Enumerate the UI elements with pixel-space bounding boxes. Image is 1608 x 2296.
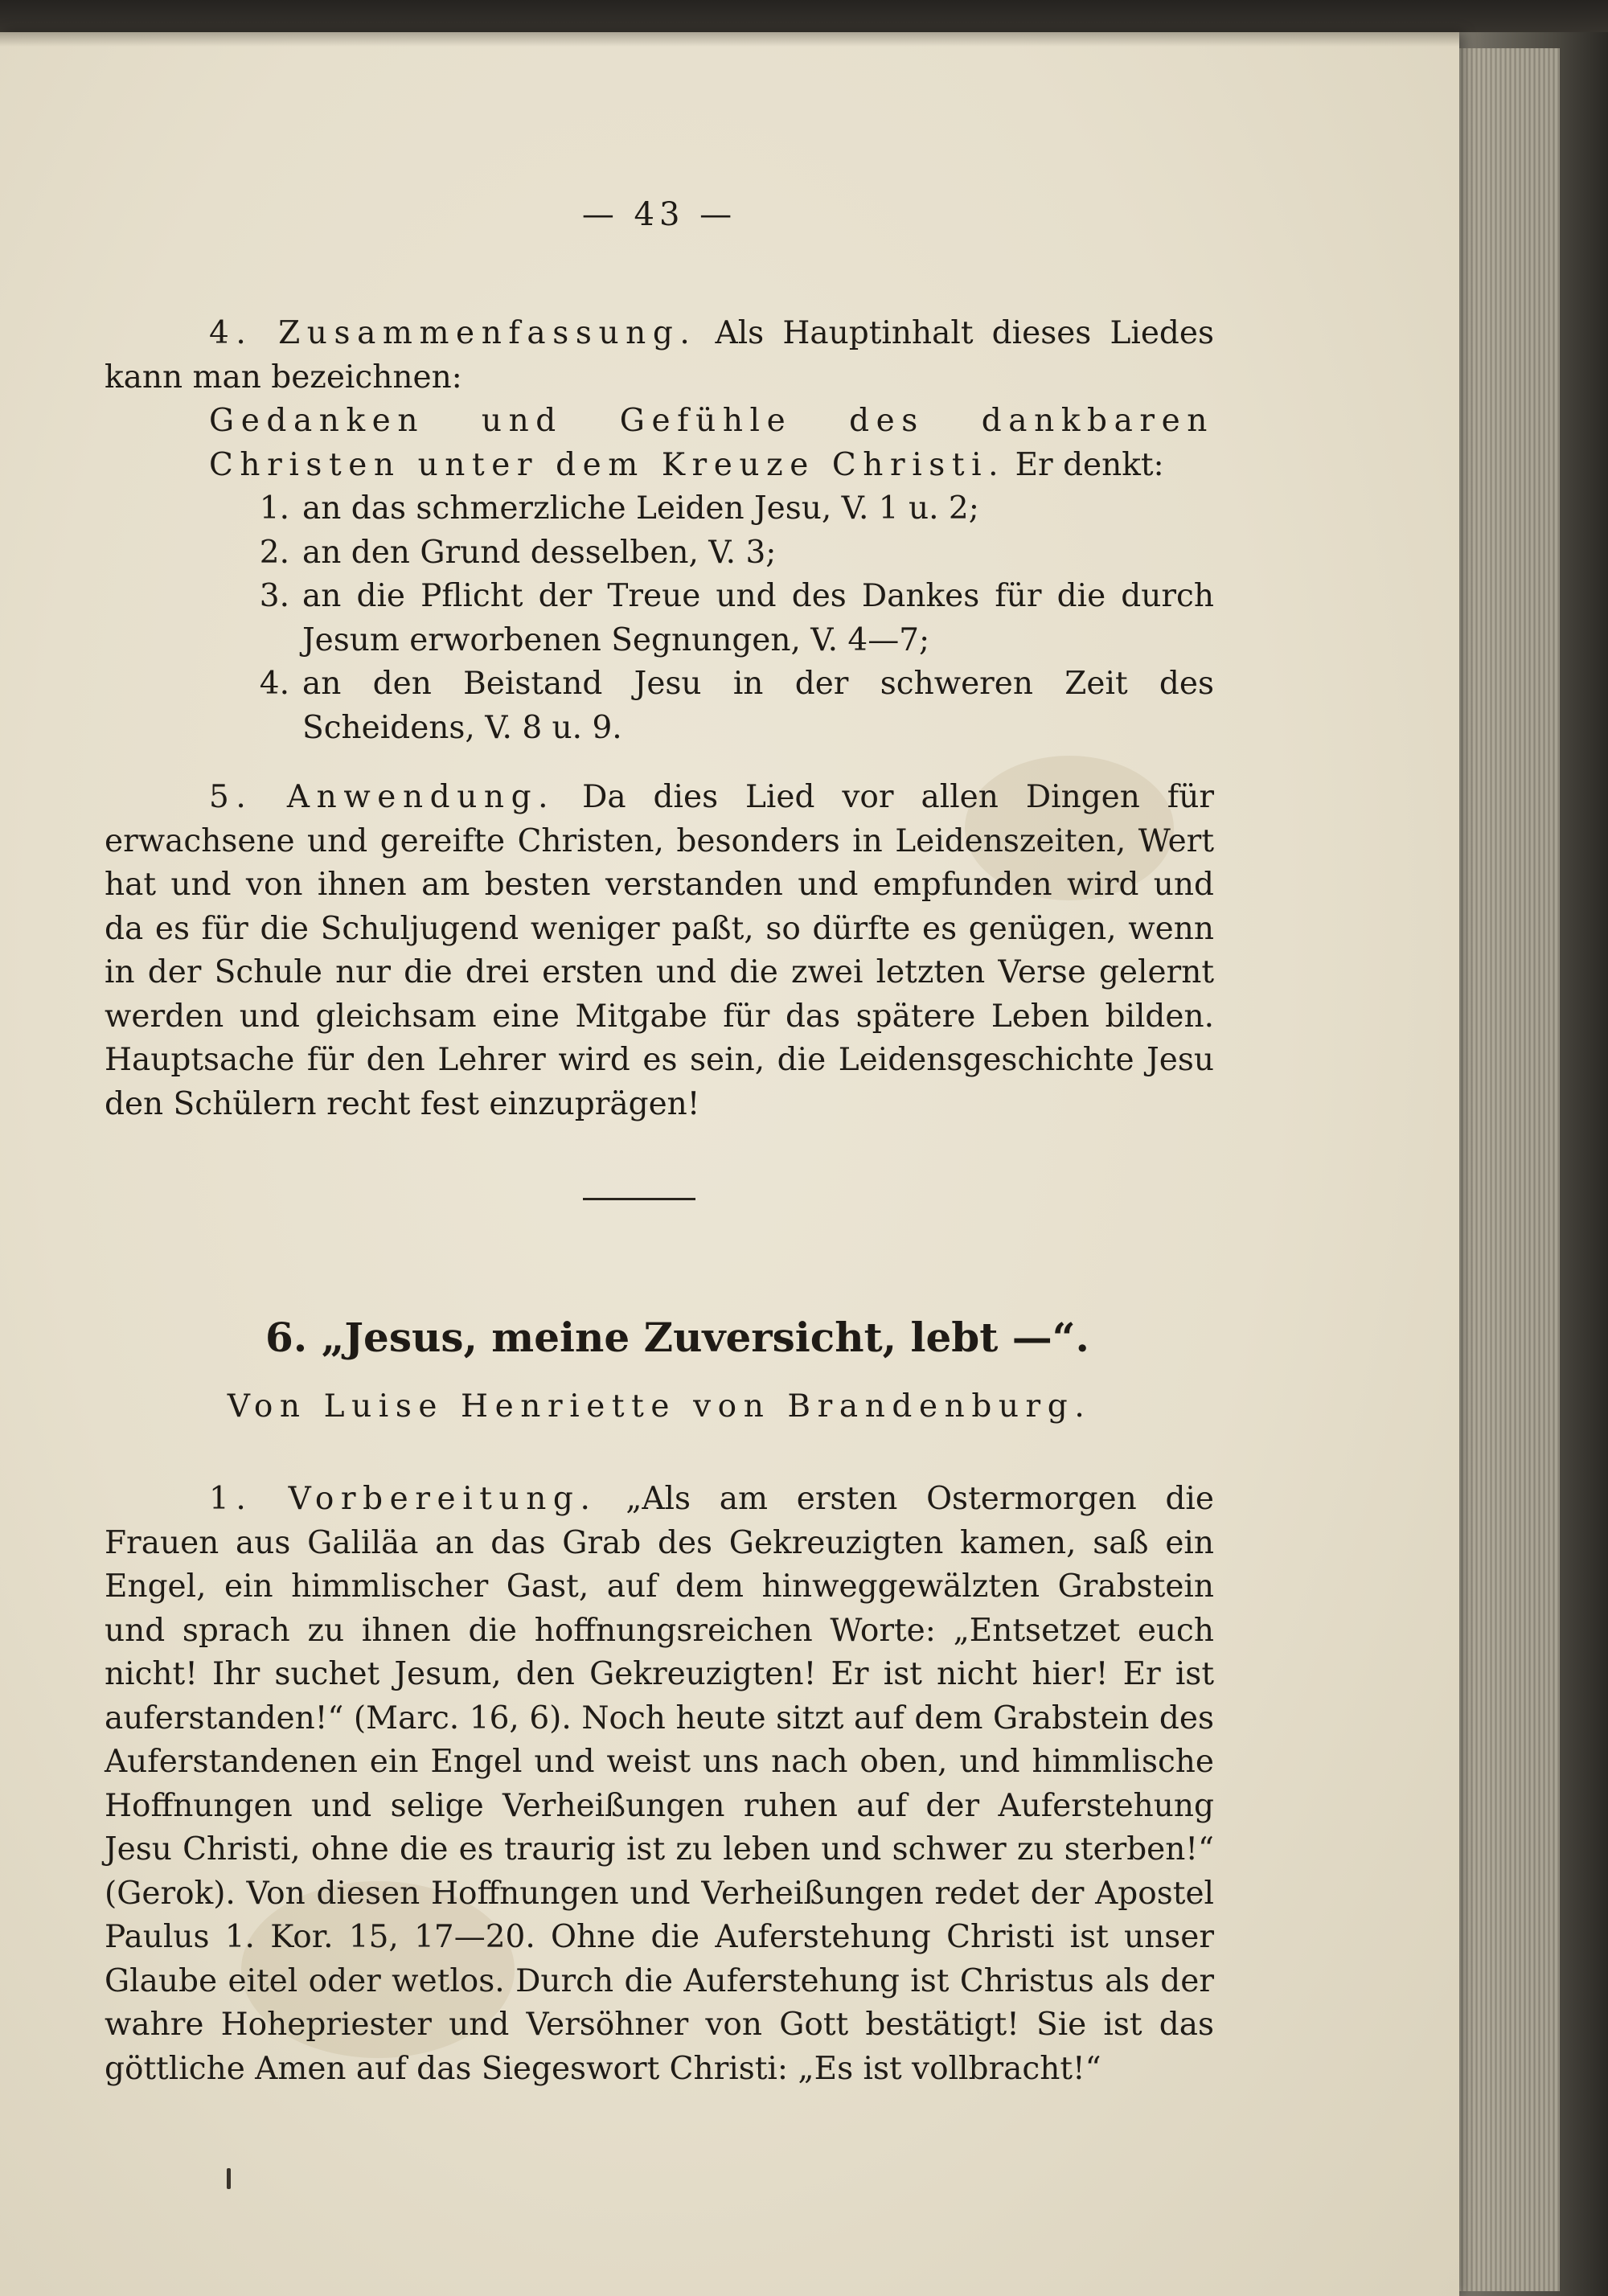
page-number: — 43 — bbox=[581, 196, 737, 233]
list-item-text: an das schmerzliche Leiden Jesu, V. 1 u. 2; bbox=[302, 490, 979, 527]
list-item bbox=[241, 531, 1214, 576]
summary-paragraph bbox=[105, 312, 1214, 400]
section-preparation bbox=[105, 1478, 1214, 2091]
summary-label: 4. Zusammenfassung. bbox=[209, 315, 697, 351]
section-summary bbox=[105, 312, 1214, 750]
list-item bbox=[241, 575, 1214, 662]
book-page bbox=[0, 32, 1459, 2296]
preparation-paragraph bbox=[105, 1478, 1214, 2091]
summary-list bbox=[105, 487, 1214, 750]
application-text: Da dies Lied vor allen Dingen für erwachsene und gereifte Christen, besonders in Leidenszeiten, Wert hat und von ihnen am besten verstanden und empfunden wird und da es für die Schuljugend weniger paßt, so dürfte es genügen, wenn in der Schule nur die drei ersten und die zwei letzten Verse gelernt werden und gleichsam eine Mitgabe für das spätere Leben bilden. Hauptsache für den Lehrer wird es sein, die Leidensgeschichte Jesu den Schülern recht fest einzuprägen! bbox=[105, 779, 1214, 1122]
list-item-number: 1. bbox=[259, 490, 289, 527]
list-item bbox=[241, 487, 1214, 531]
preparation-label: 1. Vorbereitung. bbox=[209, 1481, 597, 1517]
application-label: 5. Anwendung. bbox=[209, 779, 556, 815]
list-item-number: 4. bbox=[259, 666, 289, 702]
section-divider bbox=[583, 1198, 695, 1200]
list-item-text: an den Beistand Jesu in der schweren Zeit des Scheidens, V. 8 u. 9. bbox=[302, 666, 1214, 746]
list-item-number: 2. bbox=[259, 534, 289, 571]
hymn-author: Von Luise Henriette von Brandenburg. bbox=[227, 1388, 1092, 1425]
summary-text: Als Hauptinhalt dieses Liedes kann man bezeichnen: bbox=[105, 315, 1214, 396]
summary-theme-tail: Er denkt: bbox=[1015, 446, 1164, 483]
list-item bbox=[241, 662, 1214, 750]
hymn-title: 6. „Jesus, meine Zuversicht, lebt —“. bbox=[265, 1314, 1089, 1361]
preparation-text: „Als am ersten Ostermorgen die Frauen aus Galiläa an das Grab des Gekreuzigten kamen, saß ein Engel, ein himmlischer Gast, auf dem hinweggewälzten Grabstein und sprach zu ihnen die hoffnungsreichen Worte: „Entsetzet euch nicht! Ihr suchet Jesum, den Gekreuzigten! Er ist nicht hier! Er ist auferstanden!“ (Marc. 16, 6). Noch heute sitzt auf dem Grabstein des Auferstandenen ein Engel und weist uns nach oben, und himmlische Hoffnungen und selige Verheißungen ruhen auf der Auferstehung Jesu Christi, ohne die es traurig ist zu leben und schwer zu sterben!“ (Gerok). Von diesen Hoffnungen und Verheißungen redet der Apostel Paulus 1. Kor. 15, 17—20. Ohne die Auferstehung Christi ist unser Glaube eitel oder wetlos. Durch die Auferstehung ist Christus als der wahre Hohepriester und Versöhner von Gott bestätigt! Sie ist das göttliche Amen auf das Siegeswort Christi: „Es ist vollbracht!“ bbox=[105, 1481, 1214, 2087]
section-application bbox=[105, 776, 1214, 1126]
list-item-number: 3. bbox=[259, 578, 289, 614]
list-item-text: an die Pflicht der Treue und des Dankes für die durch Jesum erworbenen Segnungen, V. 4—7; bbox=[302, 578, 1214, 658]
summary-theme-paragraph bbox=[105, 400, 1214, 487]
list-item-text: an den Grund desselben, V. 3; bbox=[302, 534, 777, 571]
ink-mark bbox=[227, 2168, 231, 2189]
application-paragraph bbox=[105, 776, 1214, 1126]
summary-theme: Gedanken und Gefühle des dankbaren Christen unter dem Kreuze Christi. bbox=[209, 403, 1214, 483]
